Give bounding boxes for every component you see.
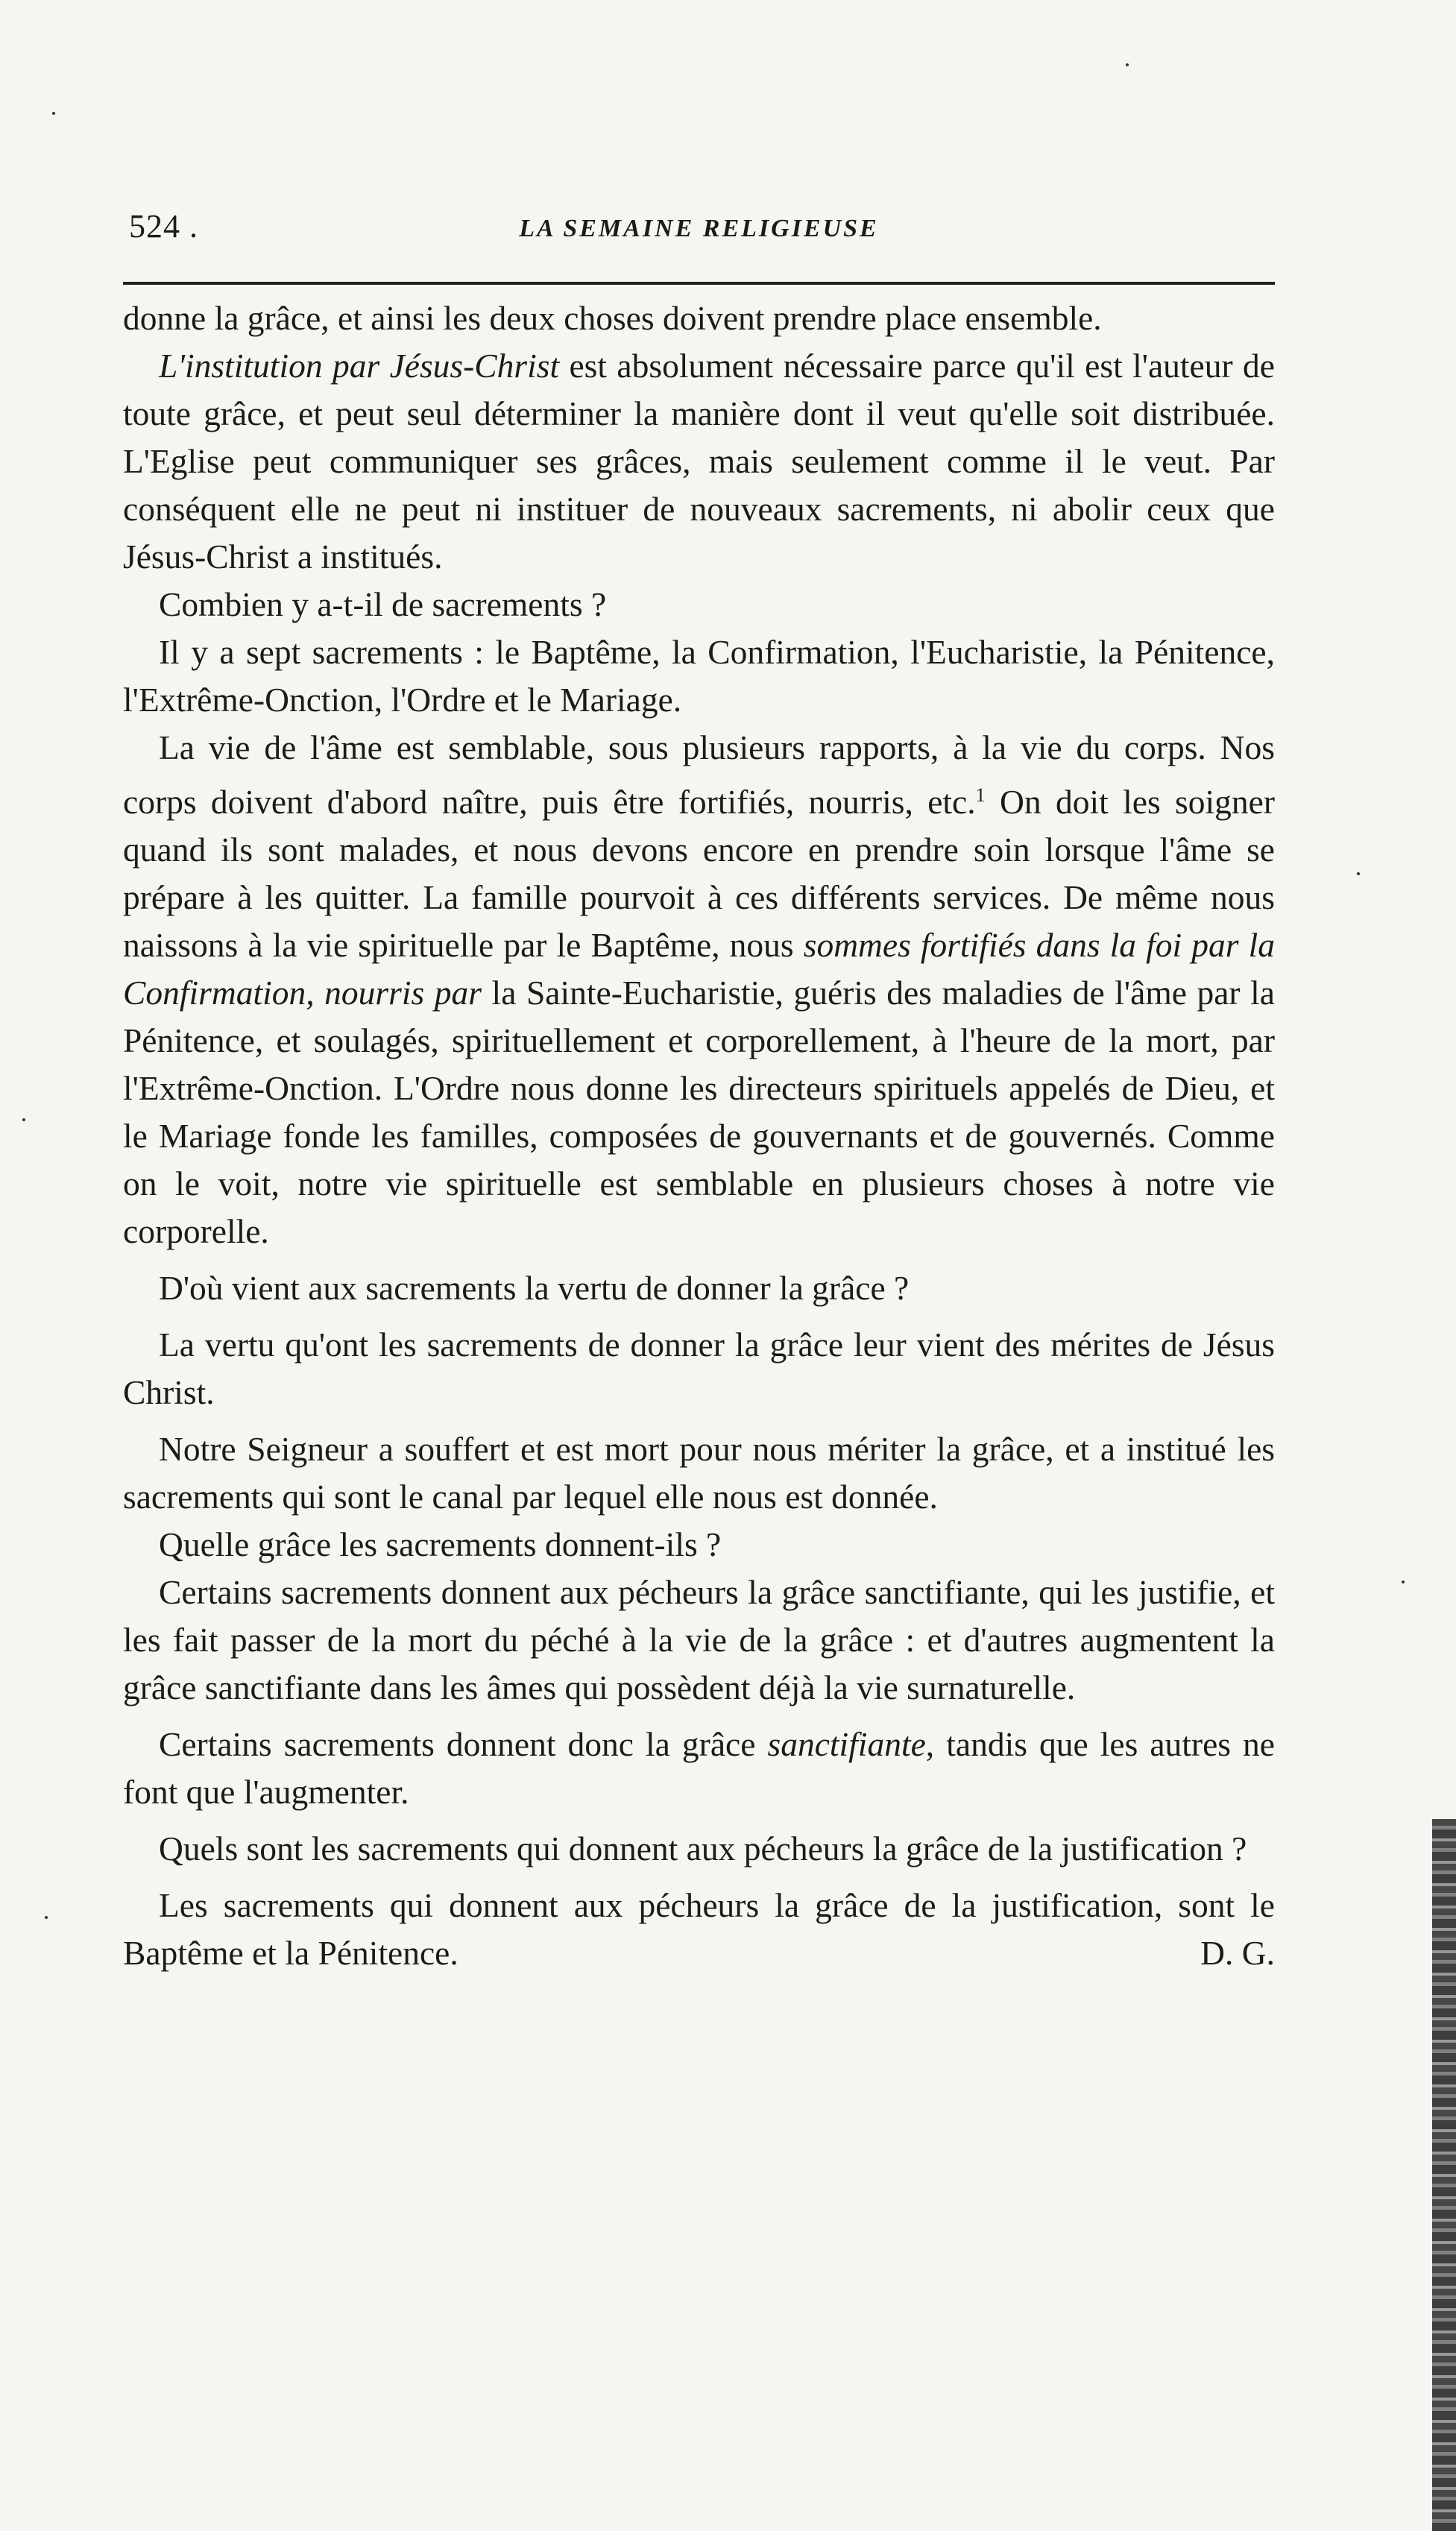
author-signature: D. G. xyxy=(1200,1934,1275,1973)
answer-seven-sacraments: Il y a sept sacrements : le Baptême, la Confirmation, l'Eucharistie, la Pénitence, l'Extrême-Onction, l'Ordre et le Mariage. xyxy=(123,633,1275,719)
question-which-grace: Quelle grâce les sacrements donnent-ils ? xyxy=(159,1525,722,1564)
page-number: 524 . xyxy=(129,208,198,245)
scan-speck xyxy=(1402,1580,1405,1583)
scan-speck xyxy=(45,1916,48,1919)
paragraph-certain-sacraments: Certains sacrements donnent donc la grâce sanctifiante, tandis que les autres ne font que l'augmenter. xyxy=(123,1725,1275,1812)
scan-page-edge xyxy=(1432,1819,1456,2531)
header-rule xyxy=(123,282,1275,285)
paragraph-our-lord-suffered: Notre Seigneur a souffert et est mort pour nous mériter la grâce, et a institué les sacrements qui sont le canal par lequel elle nous est donnée. xyxy=(123,1430,1275,1516)
paragraph-institution: L'institution par Jésus-Christ est absolument nécessaire parce qu'il est l'auteur de toute grâce, et peut seul déterminer la manière dont il veut qu'elle soit distribuée. L'Eglise peut communiquer ses grâces, mais seulement comme il le veut. Par conséquent elle ne peut ni instituer de nouveaux sacrements, ni abolir ceux que Jésus-Christ a institués. xyxy=(123,347,1275,576)
running-title: LA SEMAINE RELIGIEUSE xyxy=(519,215,879,242)
document-page xyxy=(123,201,1275,1977)
scan-speck xyxy=(22,1118,25,1121)
answer-baptism-penance: Les sacrements qui donnent aux pécheurs la grâce de la justification, sont le Baptême et la Pénitence. D. G. xyxy=(123,1882,1275,1977)
answer-merits-of-christ: La vertu qu'ont les sacrements de donner la grâce leur vient des mérites de Jésus Christ. xyxy=(123,1326,1275,1412)
scan-speck xyxy=(52,112,55,115)
question-justification: Quels sont les sacrements qui donnent aux pécheurs la grâce de la justification ? xyxy=(159,1829,1247,1868)
emphasis-text: sanctifiante xyxy=(767,1725,926,1764)
question-number-of-sacraments: Combien y a-t-il de sacrements ? xyxy=(159,585,607,623)
document-body xyxy=(123,294,1275,1977)
footnote-marker: 1 xyxy=(975,784,986,806)
page-header xyxy=(123,201,1275,253)
paragraph-life-of-soul: La vie de l'âme est semblable, sous plusieurs rapports, à la vie du corps. Nos corps doivent d'abord naître, puis être fortifiés, nourris, etc.$^1$ On doit les soigner quand ils sont malades, et nous devons encore en prendre soin lorsque l'âme se prépare à les quitter. La famille pourvoit à ces différents services. De même nous naissons à la vie spirituelle par le Baptême, nous sommes fortifiés dans la foi par la Confirmation, nourris par la Sainte-Eucharistie, guéris des maladies de l'âme par la Pénitence, et soulagés, spirituellement et corporellement, à l'heure de la mort, par l'Extrême-Onction. L'Ordre nous donne les directeurs spirituels appelés de Dieu, et le Mariage fonde les familles, composées de gouvernants et de gouvernés. Comme on le voit, notre vie spirituelle est semblable en plusieurs choses à notre vie corporelle. xyxy=(123,728,1275,1251)
answer-sanctifying-grace: Certains sacrements donnent aux pécheurs la grâce sanctifiante, qui les justifie, et les fait passer de la mort du péché à la vie de la grâce : et d'autres augmentent la grâce sanctifiante dans les âmes qui possèdent déjà la vie surnaturelle. xyxy=(123,1573,1275,1707)
emphasis-text: L'institution par Jésus-Christ xyxy=(159,347,560,385)
scan-speck xyxy=(1357,872,1360,875)
emphasis-text: sommes fortifiés dans la foi par la Confirmation, nourris par xyxy=(123,926,1275,1012)
paragraph-continuation: donne la grâce, et ainsi les deux choses doivent prendre place ensemble. xyxy=(123,299,1102,337)
scan-speck xyxy=(1126,63,1129,66)
question-virtue-of-sacraments: D'où vient aux sacrements la vertu de donner la grâce ? xyxy=(159,1269,910,1308)
